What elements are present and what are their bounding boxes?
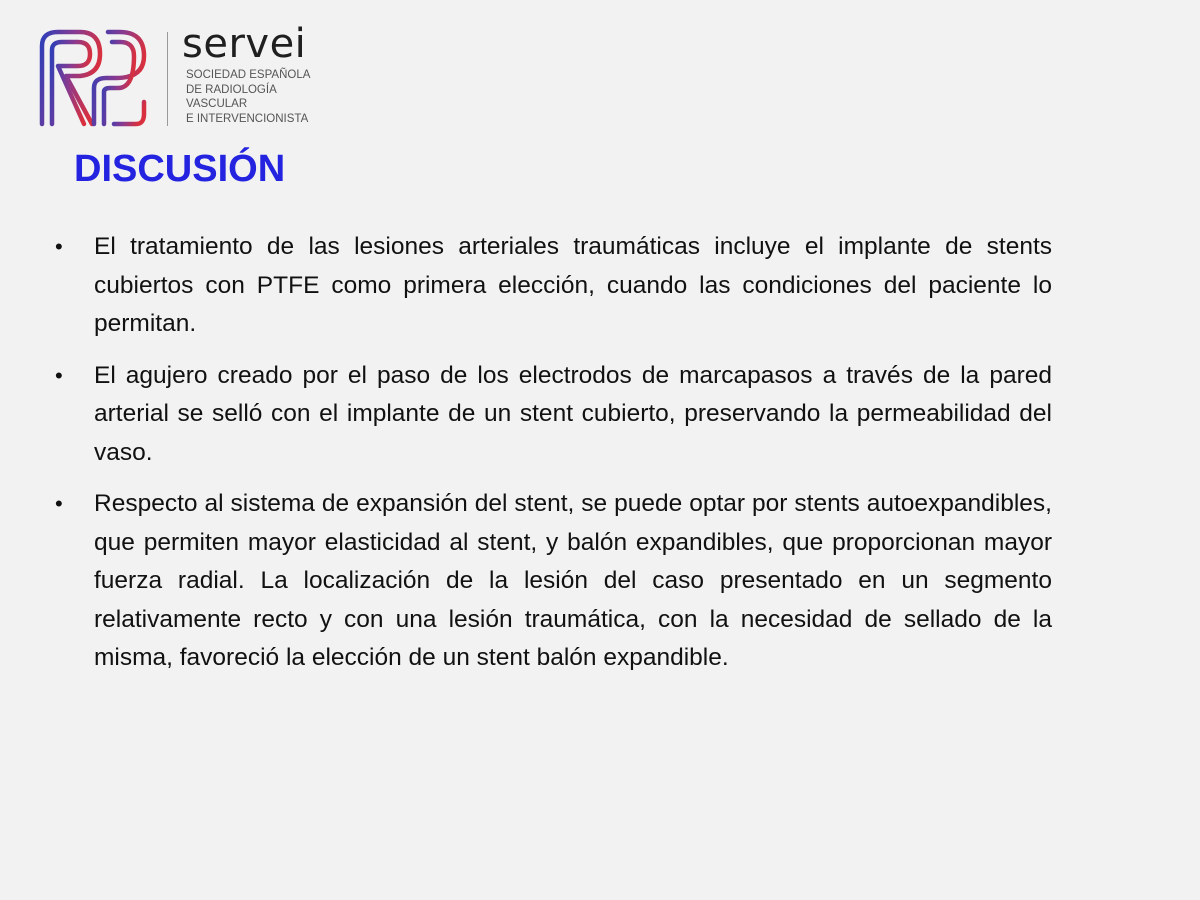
- bullet-item: [52, 357, 1052, 473]
- bullet-text: El tratamiento de las lesiones arteriales traumáticas incluye el implante de stents cubiertos con PTFE como primera elección, cuando las condiciones del paciente lo permitan.: [94, 233, 1052, 337]
- logo-divider: [167, 32, 168, 126]
- logo-wordmark: servei: [182, 21, 307, 67]
- logo-organization-name: [186, 68, 346, 126]
- slide-title: DISCUSIÓN: [74, 148, 286, 190]
- logo-org-line: E INTERVENCIONISTA: [186, 112, 309, 125]
- bullet-text: Respecto al sistema de expansión del stent, se puede optar por stents autoexpandibles, que permiten mayor elasticidad al stent, y balón expandibles, que proporcionan mayor fuerza radial. La localización de la lesión del caso presentado en un segmento relativamente recto y con una lesión traumática, con la necesidad de sellado de la misma, favoreció la elección de un stent balón expandible.: [94, 490, 1052, 671]
- bullet-item: [52, 228, 1052, 344]
- bullet-text: El agujero creado por el paso de los electrodos de marcapasos a través de la pared arterial se selló con el implante de un stent cubierto, preservando la permeabilidad del vaso.: [94, 361, 1052, 466]
- bullet-dot-icon: •: [55, 491, 63, 516]
- logo-org-line: SOCIEDAD ESPAÑOLA: [186, 69, 311, 81]
- bullet-dot-icon: •: [55, 234, 63, 259]
- bullet-list: [52, 228, 1052, 691]
- servei-logo: [36, 21, 336, 130]
- bullet-dot-icon: •: [55, 362, 63, 388]
- bullet-item: [52, 485, 1052, 678]
- rsr-logo-mark-icon: [36, 26, 148, 130]
- logo-org-line: VASCULAR: [186, 98, 248, 110]
- logo-org-line: DE RADIOLOGÍA: [186, 83, 277, 96]
